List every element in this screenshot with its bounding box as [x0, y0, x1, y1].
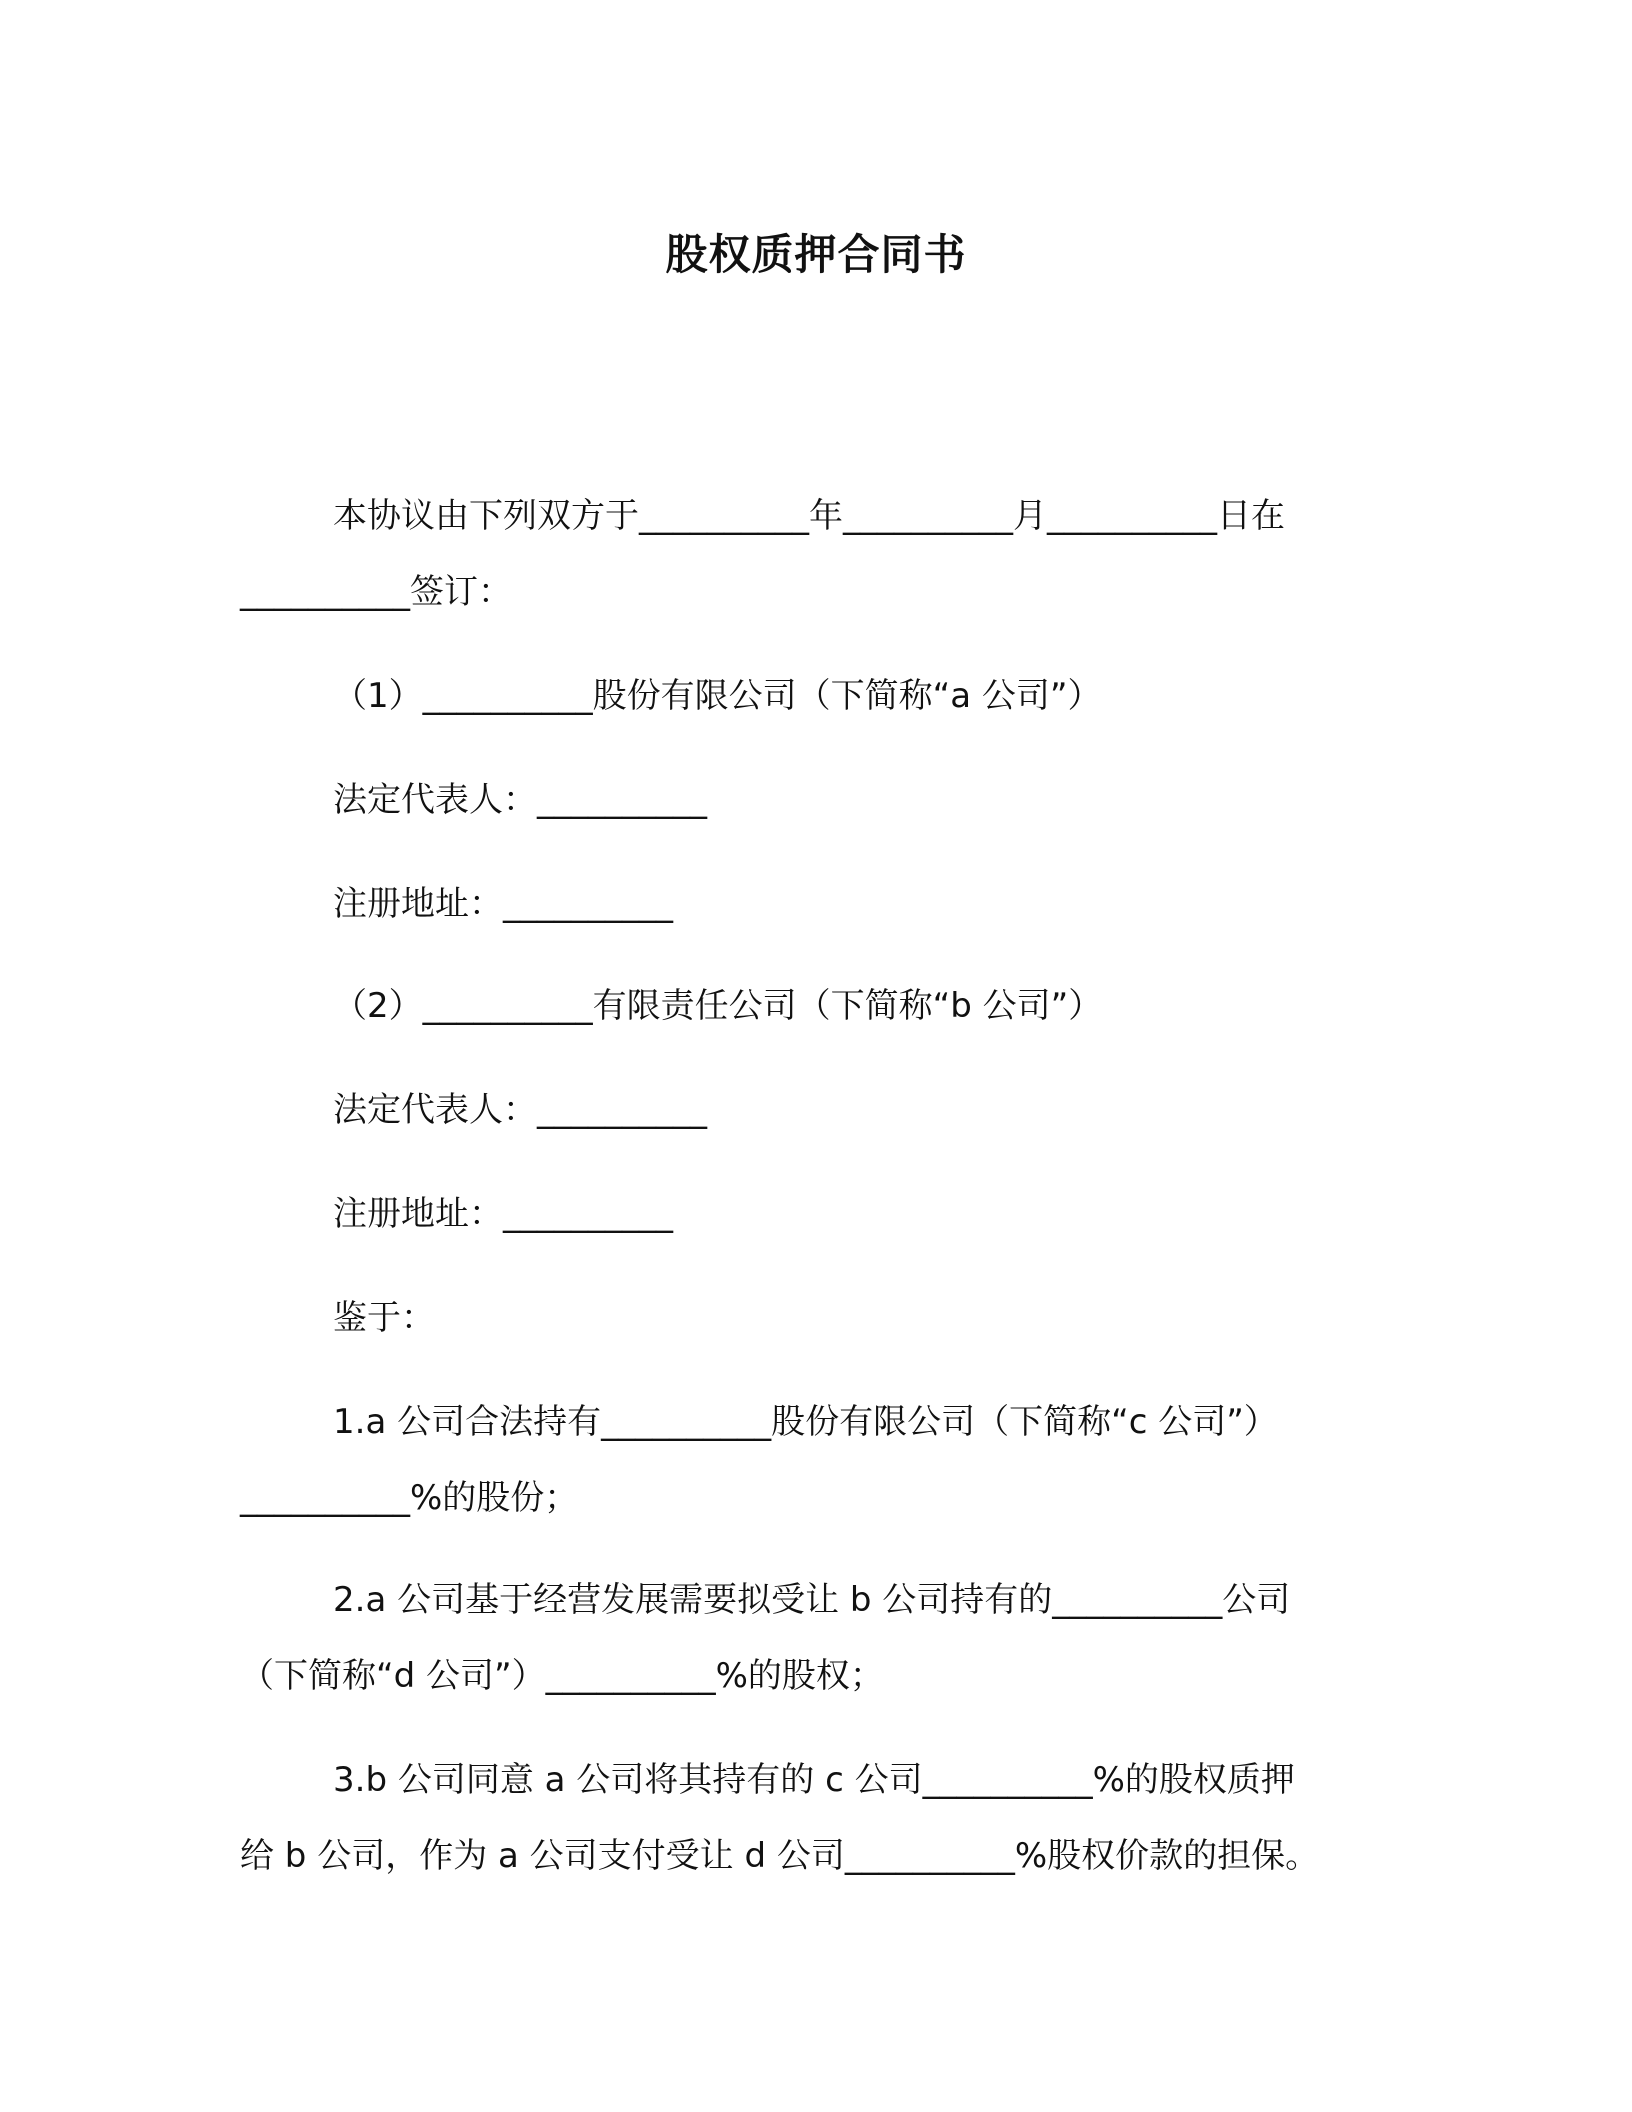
- recital-1-line-1: 1.a 公司合法持有__________股份有限公司（下简称“c 公司”）: [333, 1402, 1278, 1442]
- recital-3-line-1: 3.b 公司同意 a 公司将其持有的 c 公司__________%的股权质押: [333, 1760, 1295, 1800]
- recital-1-line-2: __________%的股份；: [240, 1478, 579, 1518]
- party-b-address: 注册地址：__________: [333, 1194, 673, 1234]
- party-a-address: 注册地址：__________: [333, 884, 673, 924]
- party-b-representative: 法定代表人：__________: [333, 1090, 707, 1130]
- recital-3-line-2: 给 b 公司，作为 a 公司支付受让 d 公司__________%股权价款的担保。: [240, 1836, 1320, 1876]
- party-a-line: （1）__________股份有限公司（下简称“a 公司”）: [333, 676, 1102, 716]
- whereas-heading: 鉴于：: [333, 1298, 435, 1338]
- recital-2-line-2: （下简称“d 公司”）__________%的股权；: [240, 1656, 884, 1696]
- intro-line-2: __________签订：: [240, 572, 512, 612]
- party-a-representative: 法定代表人：__________: [333, 780, 707, 820]
- document-title: 股权质押合同书: [665, 230, 967, 279]
- party-b-line: （2）__________有限责任公司（下简称“b 公司”）: [333, 986, 1103, 1026]
- intro-line-1: 本协议由下列双方于__________年__________月__________日在: [333, 496, 1285, 536]
- recital-2-line-1: 2.a 公司基于经营发展需要拟受让 b 公司持有的__________公司: [333, 1580, 1291, 1620]
